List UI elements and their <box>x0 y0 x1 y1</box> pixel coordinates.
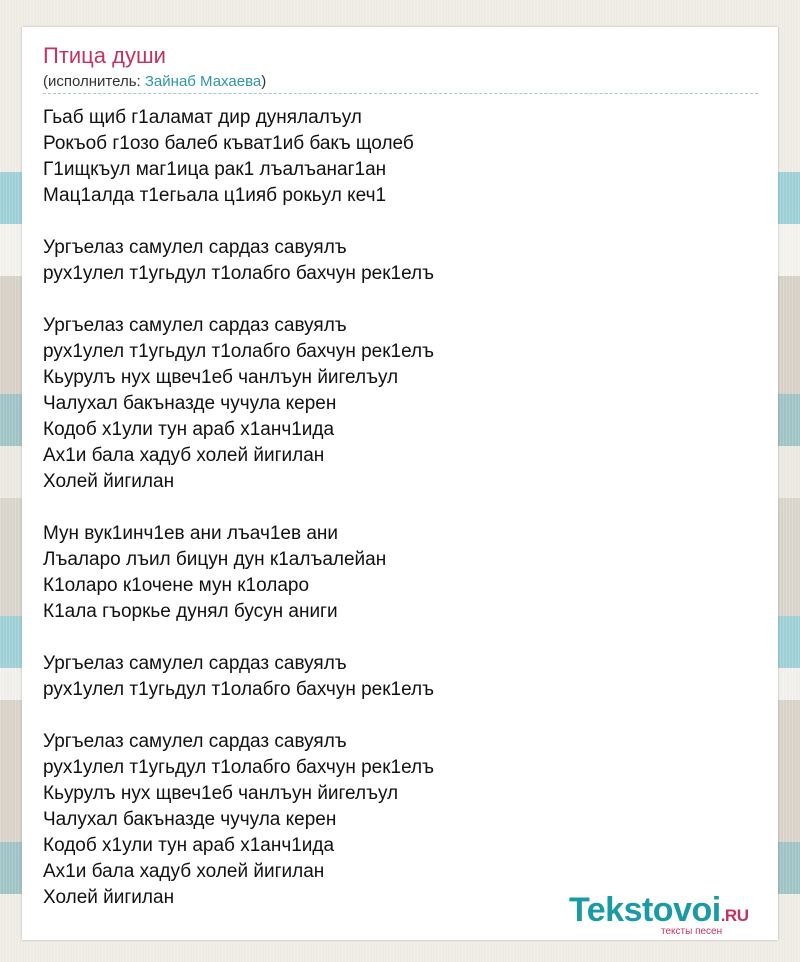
lyric-line: Ургъелаз самулел сардаз савуялъ <box>43 315 347 336</box>
site-logo[interactable] <box>569 892 774 936</box>
lyric-line: К1оларо к1очене мун к1оларо <box>43 575 310 596</box>
lyric-line: Лъаларо лъил бицун дун к1алъалейан <box>43 549 387 570</box>
lyric-line: Мун вук1инч1ев ани лъач1ев ани <box>43 523 339 544</box>
stanza-break <box>43 625 434 651</box>
lyric-line: Ах1и бала хадуб холей йигилан <box>43 445 325 466</box>
stanza-break <box>43 495 434 521</box>
song-title: Птица души <box>43 43 166 68</box>
stanza-break <box>43 209 434 235</box>
lyrics-card <box>22 27 778 940</box>
lyric-line: Ургъелаз самулел сардаз савуялъ <box>43 237 347 258</box>
lyric-line: К1ала гъоркье дунял бусун аниги <box>43 601 338 622</box>
lyric-line: рух1улел т1угьдул т1олабго бахчун рек1елъ <box>43 263 435 284</box>
lyric-line: Ургъелаз самулел сардаз савуялъ <box>43 731 347 752</box>
logo-name: Tekstovoi <box>569 891 721 929</box>
lyric-line: рух1улел т1угьдул т1олабго бахчун рек1елъ <box>43 341 435 362</box>
lyric-line: Чалухал бакъназде чучула керен <box>43 809 337 830</box>
lyric-line: рух1улел т1угьдул т1олабго бахчун рек1елъ <box>43 757 435 778</box>
artist-link[interactable]: Зайнаб Махаева <box>144 73 262 90</box>
performer-line <box>43 73 266 90</box>
lyric-line: Рокъоб г1озо балеб къват1иб бакъ щолеб <box>43 133 414 154</box>
dashed-divider <box>43 93 758 94</box>
stanza-break <box>43 287 434 313</box>
logo-domain: .RU <box>720 906 749 925</box>
lyric-line: Кодоб х1ули тун араб х1анч1ида <box>43 835 335 856</box>
lyric-line: Холей йигилан <box>43 471 175 492</box>
lyrics-text <box>43 105 434 911</box>
performer-suffix: ) <box>261 73 267 90</box>
performer-prefix: (исполнитель: <box>43 73 145 90</box>
lyric-line: Чалухал бакъназде чучула керен <box>43 393 337 414</box>
lyric-line: Гьаб щиб г1аламат дир дунялалъул <box>43 107 362 128</box>
lyric-line: Холей йигилан <box>43 887 175 908</box>
lyric-line: Кодоб х1ули тун араб х1анч1ида <box>43 419 335 440</box>
lyric-line: Ургъелаз самулел сардаз савуялъ <box>43 653 347 674</box>
lyric-line: Г1ищкъул маг1ица рак1 лъалъанаг1ан <box>43 159 387 180</box>
lyric-line: рух1улел т1угьдул т1олабго бахчун рек1елъ <box>43 679 435 700</box>
lyric-line: Кьурулъ нух щвеч1еб чанлъун йигелъул <box>43 367 399 388</box>
lyric-line: Ах1и бала хадуб холей йигилан <box>43 861 325 882</box>
logo-tagline: тексты песен <box>661 926 723 937</box>
stanza-break <box>43 703 434 729</box>
lyric-line: Мац1алда т1егьала ц1ияб рокьул кеч1 <box>43 185 387 206</box>
lyric-line: Кьурулъ нух щвеч1еб чанлъун йигелъул <box>43 783 399 804</box>
